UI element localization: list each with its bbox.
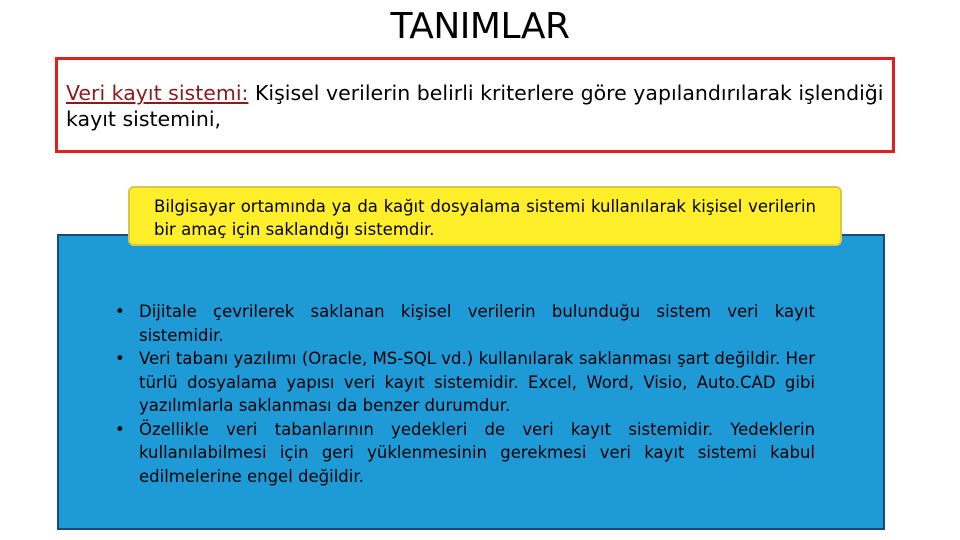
- list-item: [115, 300, 815, 347]
- list-item-text: Dijitale çevrilerek saklanan kişisel verilerin bulunduğu sistem veri kayıt sistemidir.: [139, 302, 815, 345]
- definition-term: Veri kayıt sistemi:: [66, 81, 249, 105]
- highlight-callout: Bilgisayar ortamında ya da kağıt dosyalama sistemi kullanılarak kişisel verilerin bir amaç için saklandığı sistemdir.: [128, 186, 842, 246]
- list-item-text: Veri tabanı yazılımı (Oracle, MS-SQL vd.) kullanılarak saklanması şart değildir. Her türlü dosyalama yapısı veri kayıt sistemidir. Excel, Word, Visio, Auto.CAD gibi yazılımlarla saklanması da benzer durumdur.: [139, 349, 815, 415]
- definition-text: Kişisel verilerin belirli kriterlere göre yapılandırılarak işlendiği kayıt sistemini,: [66, 81, 884, 131]
- bullet-icon: •: [115, 419, 125, 439]
- details-list: [115, 300, 815, 488]
- bullet-icon: •: [115, 302, 125, 321]
- list-item-text: Özellikle veri tabanlarının yedekleri de veri kayıt sistemidir. Yedeklerin kullanılabilmesi için geri yüklenmesinin gerekmesi veri kayıt sistemi kabul edilmelerine engel değildir.: [139, 419, 815, 486]
- bullet-icon: •: [115, 349, 125, 368]
- list-item: [115, 418, 815, 489]
- page-title: TANIMLAR: [390, 6, 570, 47]
- definition-box: [55, 57, 895, 153]
- list-item: [115, 347, 815, 418]
